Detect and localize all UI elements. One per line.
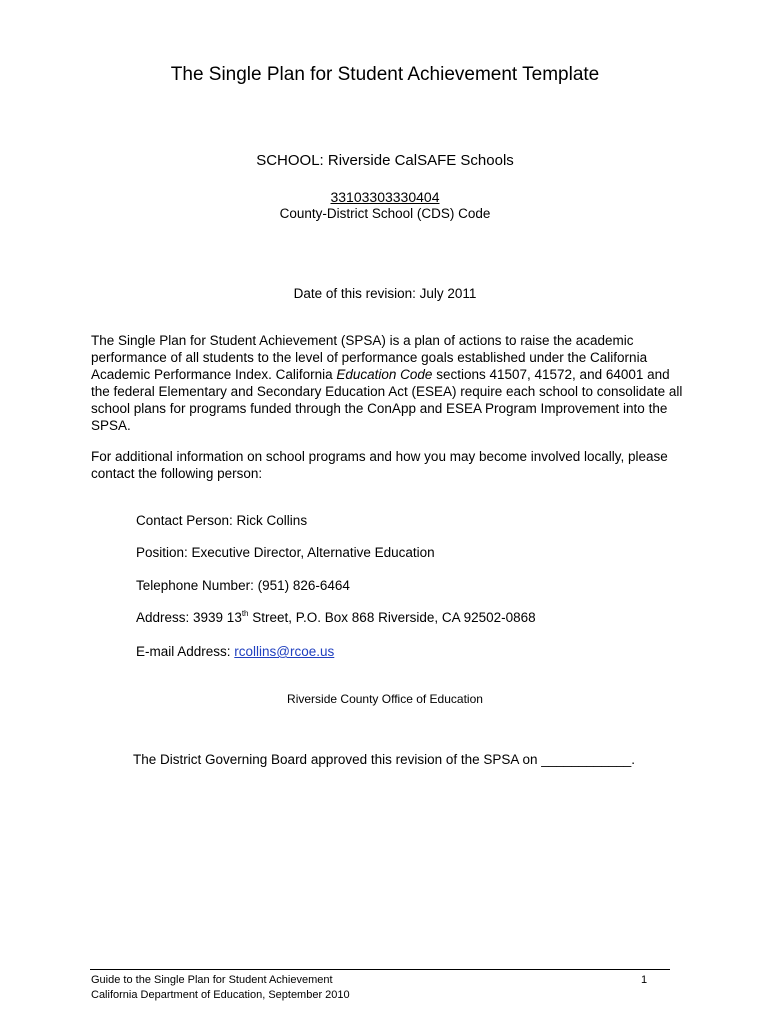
document-title: The Single Plan for Student Achievement Template — [170, 64, 600, 85]
revision-date: Date of this revision: July 2011 — [293, 286, 477, 301]
address-prefix: Address: 3939 13 — [136, 610, 242, 625]
contact-position: Position: Executive Director, Alternative Education — [136, 545, 435, 560]
board-approval: The District Governing Board approved this revision of the SPSA on ____________. — [133, 752, 636, 767]
intro-text-1: The Single Plan for Student Achievement (SPSA) is a plan of actions to raise the academic performance of all students to the level of performance goals established under the California Academic Performance Index. California — [91, 333, 648, 382]
address-suffix: Street, P.O. Box 868 Riverside, CA 92502-0868 — [248, 610, 536, 625]
footer-guide-title: Guide to the Single Plan for Student Achievement — [91, 974, 333, 986]
address-ordinal: th — [241, 609, 249, 618]
intro-text-2: sections 41507, 41572, and 64001 and the federal Elementary and Secondary Education Act (ESEA) require each school to consolidate all school plans for programs funded through the ConApp and ESEA Program Improvement into the SPSA. — [91, 367, 683, 433]
email-link[interactable]: rcollins@rcoe.us — [234, 644, 335, 659]
school-name: SCHOOL: Riverside CalSAFE Schools — [256, 152, 514, 169]
cds-code-label: County-District School (CDS) Code — [279, 206, 491, 221]
contact-email — [136, 644, 334, 659]
footer-publisher: California Department of Education, September 2010 — [91, 989, 350, 1001]
office-name: Riverside County Office of Education — [287, 692, 483, 706]
additional-info-paragraph: For additional information on school programs and how you may become involved locally, please contact the following person: — [91, 449, 668, 481]
page-number: 1 — [641, 974, 648, 986]
email-label: E-mail Address: — [136, 644, 235, 659]
contact-person: Contact Person: Rick Collins — [136, 513, 308, 528]
contact-address — [136, 610, 536, 625]
footer-divider — [90, 969, 670, 970]
cds-code: 33103303330404 — [330, 189, 440, 205]
intro-education-code: Education Code — [336, 367, 433, 382]
intro-paragraph — [91, 332, 691, 434]
contact-telephone: Telephone Number: (951) 826-6464 — [136, 578, 350, 593]
